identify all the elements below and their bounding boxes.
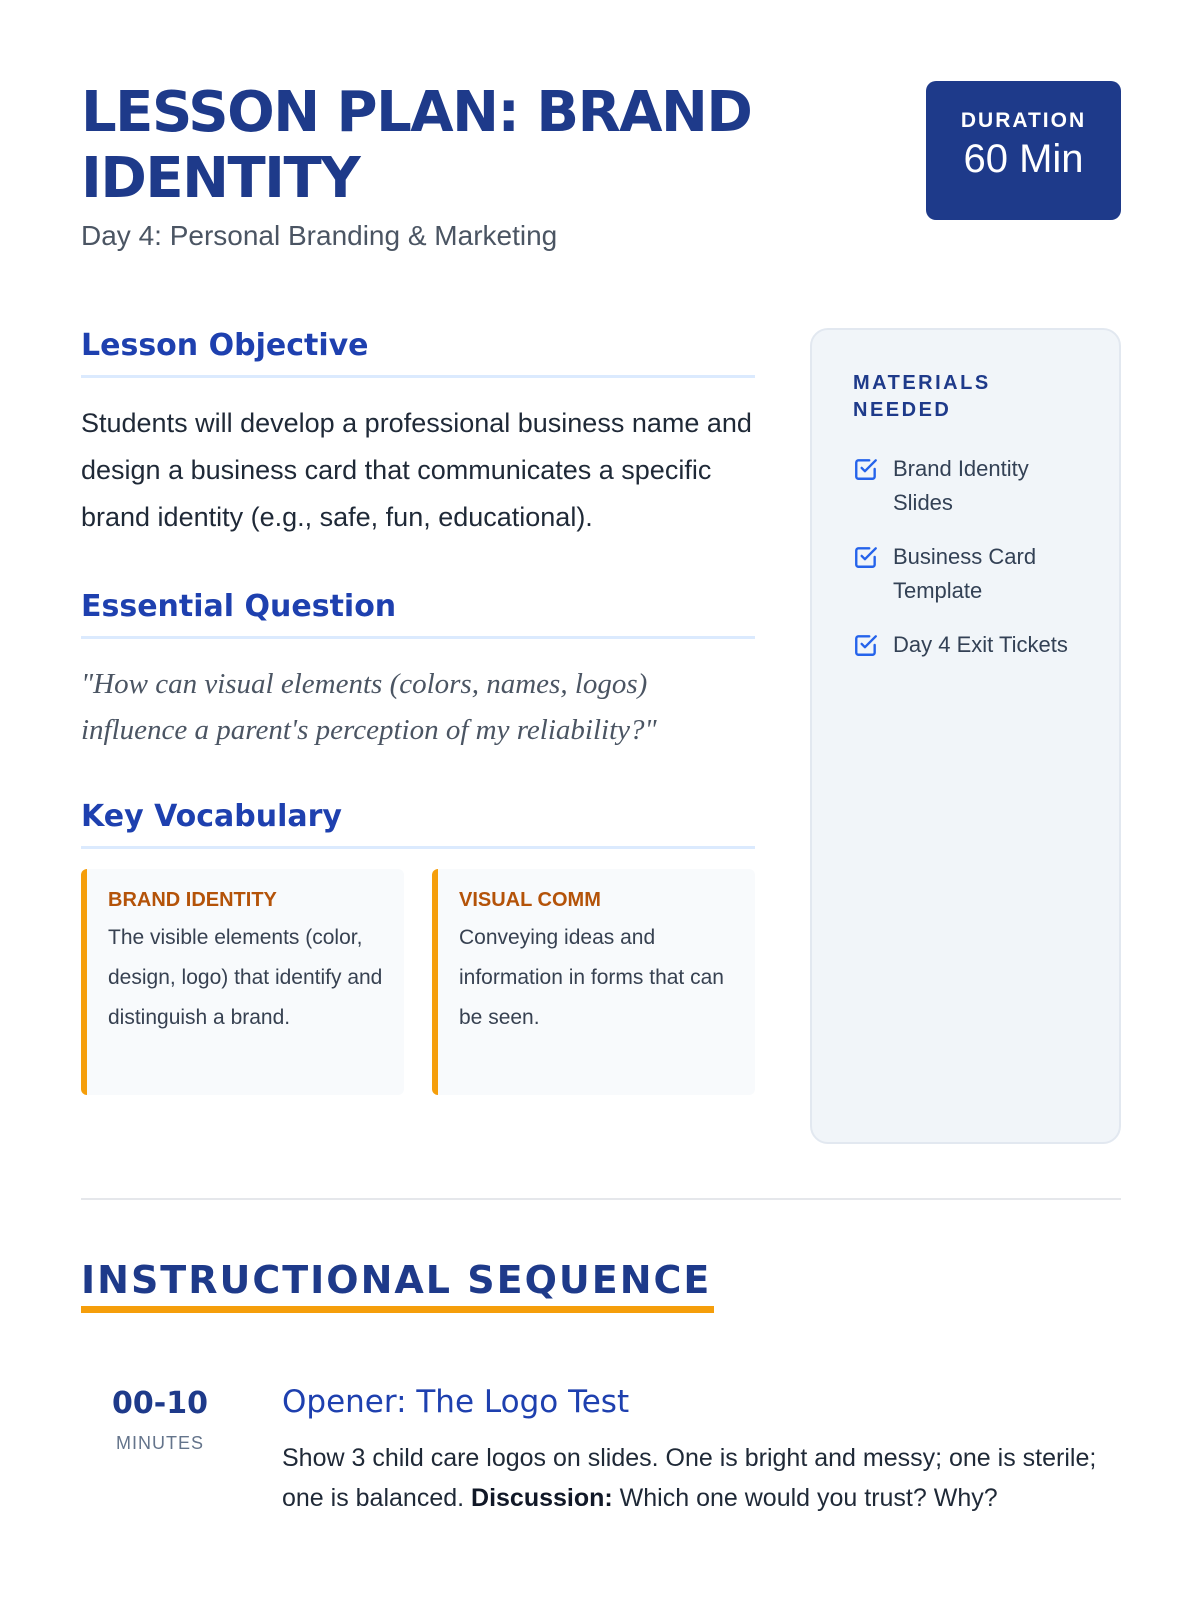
materials-item-label: Brand Identity Slides [893, 456, 1029, 515]
essential-question-heading: Essential Question [81, 589, 755, 639]
objective-text: Students will develop a professional business name and design a business card that communicates a specific brand identity (e.g., safe, fun, educational). [81, 408, 752, 532]
step-time-range: 00-10 [112, 1386, 208, 1421]
duration-label: DURATION [960, 109, 1087, 132]
materials-list [853, 452, 1079, 662]
essential-question-text: "How can visual elements (colors, names, logos) influence a parent's perception of my reliability?" [81, 668, 657, 746]
materials-title: MATERIALS NEEDED [853, 372, 991, 421]
step-text-before: Show 3 child care logos on slides. One is bright and messy; one is sterile; one is balanced. [282, 1444, 1097, 1512]
page-subtitle: Day 4: Personal Branding & Marketing [81, 220, 558, 251]
vocab-term: BRAND IDENTITY [108, 889, 277, 911]
materials-panel [810, 328, 1121, 1144]
duration-badge [926, 81, 1121, 220]
materials-item-label: Day 4 Exit Tickets [893, 632, 1068, 657]
vocabulary-list [81, 869, 755, 1095]
step-body [282, 1384, 1122, 1518]
vocabulary-heading: Key Vocabulary [81, 799, 755, 849]
vocab-definition: The visible elements (color, design, logo) that identify and distinguish a brand. [108, 926, 383, 1029]
step-description [282, 1438, 1122, 1518]
section-divider [81, 1198, 1121, 1200]
materials-item [853, 452, 1079, 520]
checkbox-icon [853, 632, 879, 658]
step-text-bold: Discussion: [471, 1484, 613, 1512]
sequence-heading: INSTRUCTIONAL SEQUENCE [81, 1258, 714, 1313]
vocab-card [81, 869, 404, 1095]
step-time-unit: MINUTES [116, 1433, 204, 1453]
vocab-definition: Conveying ideas and information in forms that can be seen. [459, 926, 724, 1029]
materials-item [853, 540, 1079, 608]
page-title: LESSON PLAN: BRAND IDENTITY [81, 80, 752, 211]
materials-item [853, 628, 1079, 662]
objective-heading: Lesson Objective [81, 328, 755, 378]
checkbox-icon [853, 544, 879, 570]
vocab-card [432, 869, 755, 1095]
step-title: Opener: The Logo Test [282, 1384, 630, 1420]
step-time [100, 1386, 220, 1454]
vocab-term: VISUAL COMM [459, 889, 601, 911]
lesson-main [81, 328, 755, 1095]
step-text-after: Which one would you trust? Why? [612, 1484, 998, 1512]
materials-item-label: Business Card Template [893, 544, 1037, 603]
checkbox-icon [853, 456, 879, 482]
duration-value: 60 Min [963, 137, 1084, 181]
